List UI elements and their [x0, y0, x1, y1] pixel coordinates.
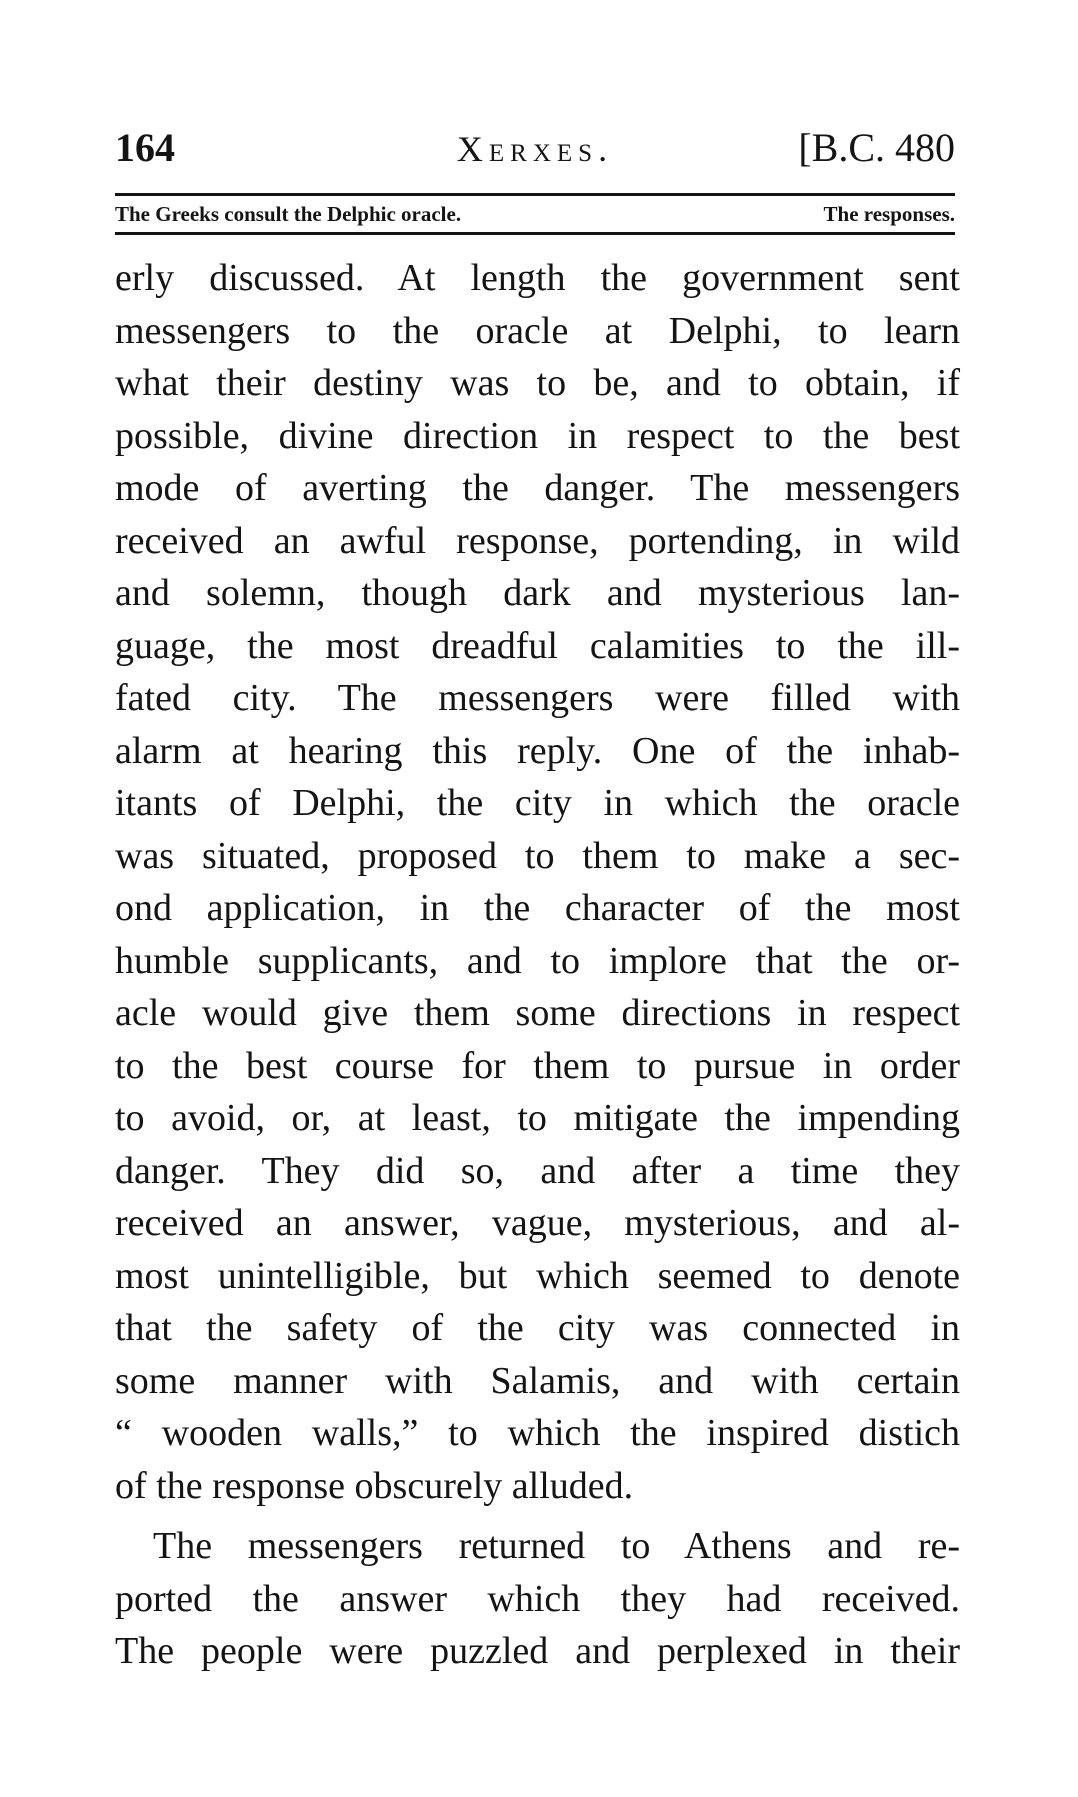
- text-line: received an answer, vague, mysterious, and al-: [115, 1202, 960, 1244]
- header-rule-bottom: [115, 232, 955, 235]
- text-line: alarm at hearing this reply. One of the inhab-: [115, 729, 960, 772]
- paragraph: [115, 1520, 960, 1678]
- date-reference: [B.C. 480: [798, 125, 955, 170]
- text-line: guage, the most dreadful calamities to the ill-: [115, 624, 960, 667]
- text-line: humble supplicants, and to implore that the or-: [115, 939, 960, 982]
- running-title: Xerxes.: [456, 129, 614, 169]
- body-text: [115, 252, 960, 1678]
- paragraph-gap: [115, 1512, 960, 1520]
- text-line: most unintelligible, but which seemed to denote: [115, 1254, 960, 1297]
- text-line: acle would give them some directions in respect: [115, 992, 960, 1034]
- text-line: what their destiny was to be, and to obtain, if: [115, 362, 960, 404]
- text-line: was situated, proposed to them to make a sec-: [115, 834, 960, 877]
- text-line: The people were puzzled and perplexed in their: [115, 1630, 960, 1672]
- page-number: 164: [115, 125, 175, 170]
- text-line: possible, divine direction in respect to the best: [115, 414, 960, 457]
- text-line: erly discussed. At length the government sent: [115, 257, 960, 299]
- text-line: itants of Delphi, the city in which the oracle: [115, 782, 960, 824]
- text-line: that the safety of the city was connected in: [115, 1307, 960, 1349]
- text-line: messengers to the oracle at Delphi, to learn: [115, 309, 960, 352]
- sidenote-left: The Greeks consult the Delphic oracle.: [115, 202, 462, 226]
- text-line: to the best course for them to pursue in order: [115, 1044, 960, 1087]
- sidenote-right: The responses.: [823, 202, 955, 226]
- header-rule-top: [115, 193, 955, 196]
- text-line: danger. They did so, and after a time they: [115, 1149, 960, 1192]
- running-head: [115, 124, 955, 176]
- text-line: The messengers returned to Athens and re-: [153, 1525, 960, 1567]
- text-line: fated city. The messengers were filled with: [115, 677, 960, 719]
- text-line: some manner with Salamis, and with certain: [115, 1359, 960, 1402]
- text-line: received an awful response, portending, in wild: [115, 519, 960, 562]
- text-line: mode of averting the danger. The messengers: [115, 467, 960, 509]
- text-line: ond application, in the character of the most: [115, 887, 960, 929]
- text-line: “ wooden walls,” to which the inspired distich: [115, 1412, 960, 1454]
- text-line: ported the answer which they had received.: [115, 1577, 960, 1620]
- text-line: of the response obscurely alluded.: [115, 1464, 634, 1507]
- text-line: and solemn, though dark and mysterious lan-: [115, 572, 960, 614]
- sidenote-bar: [115, 202, 955, 228]
- paragraph: [115, 252, 960, 1512]
- text-line: to avoid, or, at least, to mitigate the impending: [115, 1097, 960, 1139]
